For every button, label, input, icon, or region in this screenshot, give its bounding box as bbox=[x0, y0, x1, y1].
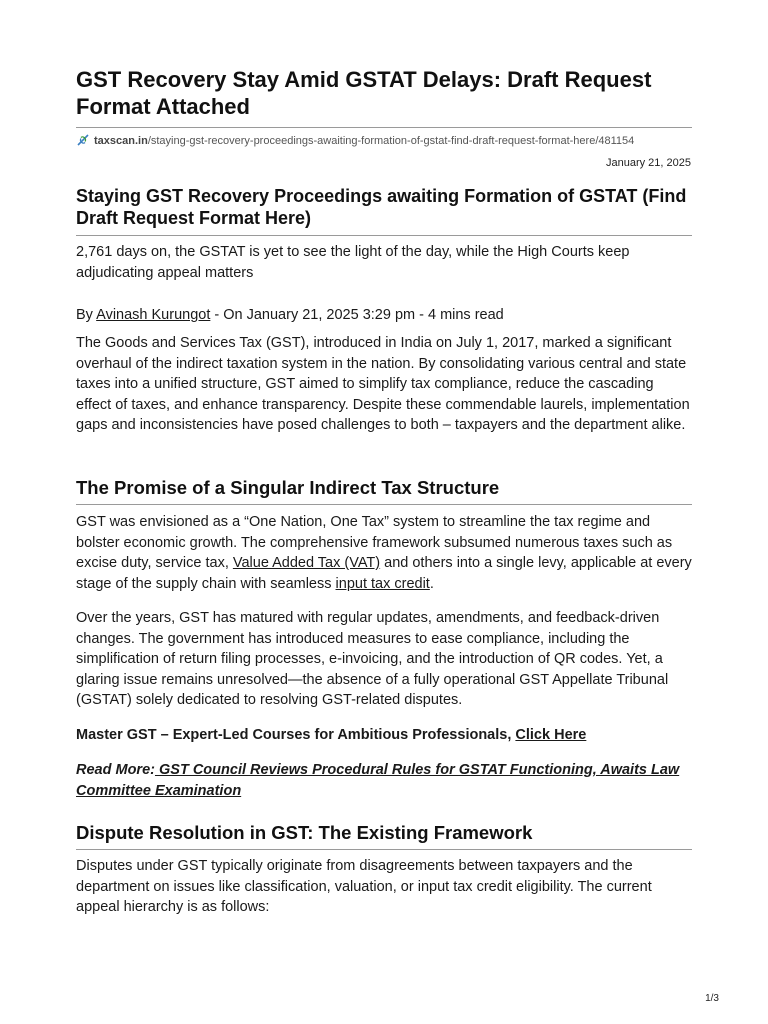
promo-line bbox=[76, 725, 692, 746]
click-here-link[interactable]: Click Here bbox=[515, 727, 587, 743]
section-divider bbox=[76, 504, 692, 505]
article-lede: 2,761 days on, the GSTAT is yet to see the light of the day, while the High Courts keep adjudicating appeal matters bbox=[76, 244, 630, 281]
paragraph-text: and others into a single levy, applicable at every stage of the supply chain with seamless bbox=[76, 555, 692, 592]
source-path: /staying-gst-recovery-proceedings-awaiting-formation-of-gstat-find-draft-request-format-here/481154 bbox=[147, 135, 635, 147]
publish-date: January 21, 2025 bbox=[605, 157, 691, 169]
link-icon bbox=[76, 133, 90, 147]
page-number: 1/3 bbox=[705, 993, 719, 1004]
source-url[interactable] bbox=[76, 133, 692, 149]
subtitle-divider bbox=[76, 235, 692, 236]
paragraph-text: . bbox=[429, 575, 434, 592]
section1-paragraph-1 bbox=[76, 512, 692, 594]
byline-meta: - On January 21, 2025 3:29 pm - 4 mins read bbox=[210, 307, 504, 323]
section2-paragraph-1: Disputes under GST typically originate from disagreements between taxpayers and the department on issues like classification, valuation, or input tax credit eligibility. The current appeal hierarchy is as follows: bbox=[76, 858, 652, 915]
article-subtitle: Staying GST Recovery Proceedings awaiting Formation of GSTAT (Find Draft Request Format Here) bbox=[76, 186, 687, 228]
source-domain: taxscan.in bbox=[94, 135, 148, 147]
author-link[interactable]: Avinash Kurungot bbox=[96, 307, 211, 323]
section-heading-dispute: Dispute Resolution in GST: The Existing Framework bbox=[76, 822, 533, 843]
intro-paragraph: The Goods and Services Tax (GST), introduced in India on July 1, 2017, marked a significant overhaul of the indirect taxation system in the nation. By consolidating various central and state taxes into a unified structure, GST aimed to simplify tax compliance, reduce the cascading effect of taxes, and enhance transparency. Despite these commendable laurels, implementation gaps and inconsistencies have posed challenges to both – taxpayers and the department alike. bbox=[76, 335, 690, 433]
paragraph-text: GST was envisioned as a “One Nation, One Tax” system to streamline the tax regime and bolster economic growth. The comprehensive framework subsumed numerous taxes such as excise duty, service tax, bbox=[76, 514, 673, 571]
byline bbox=[76, 305, 692, 326]
read-more-link[interactable]: GST Council Reviews Procedural Rules for GSTAT Functioning, Awaits Law Committee Examination bbox=[76, 762, 680, 799]
promo-text: Master GST – Expert-Led Courses for Ambitious Professionals, bbox=[76, 727, 516, 743]
section1-paragraph-2: Over the years, GST has matured with regular updates, amendments, and feedback-driven changes. The government has introduced measures to ease compliance, including the simplification of return filing processes, e-invoicing, and the introduction of QR codes. Yet, a glaring issue remains unresolved—the absence of a fully operational GST Appellate Tribunal (GSTAT) solely dedicated to resolving GST-related disputes. bbox=[76, 610, 669, 708]
section-heading-promise: The Promise of a Singular Indirect Tax Structure bbox=[76, 477, 500, 498]
input-tax-credit-link[interactable]: input tax credit bbox=[335, 575, 430, 592]
read-more-label: Read More: bbox=[76, 762, 155, 778]
title-divider bbox=[76, 127, 692, 128]
section-divider bbox=[76, 849, 692, 850]
article-title: GST Recovery Stay Amid GSTAT Delays: Draft Request Format Attached bbox=[76, 67, 652, 119]
vat-link[interactable]: Value Added Tax (VAT) bbox=[232, 555, 381, 571]
read-more bbox=[76, 760, 692, 801]
byline-prefix: By bbox=[76, 307, 97, 323]
